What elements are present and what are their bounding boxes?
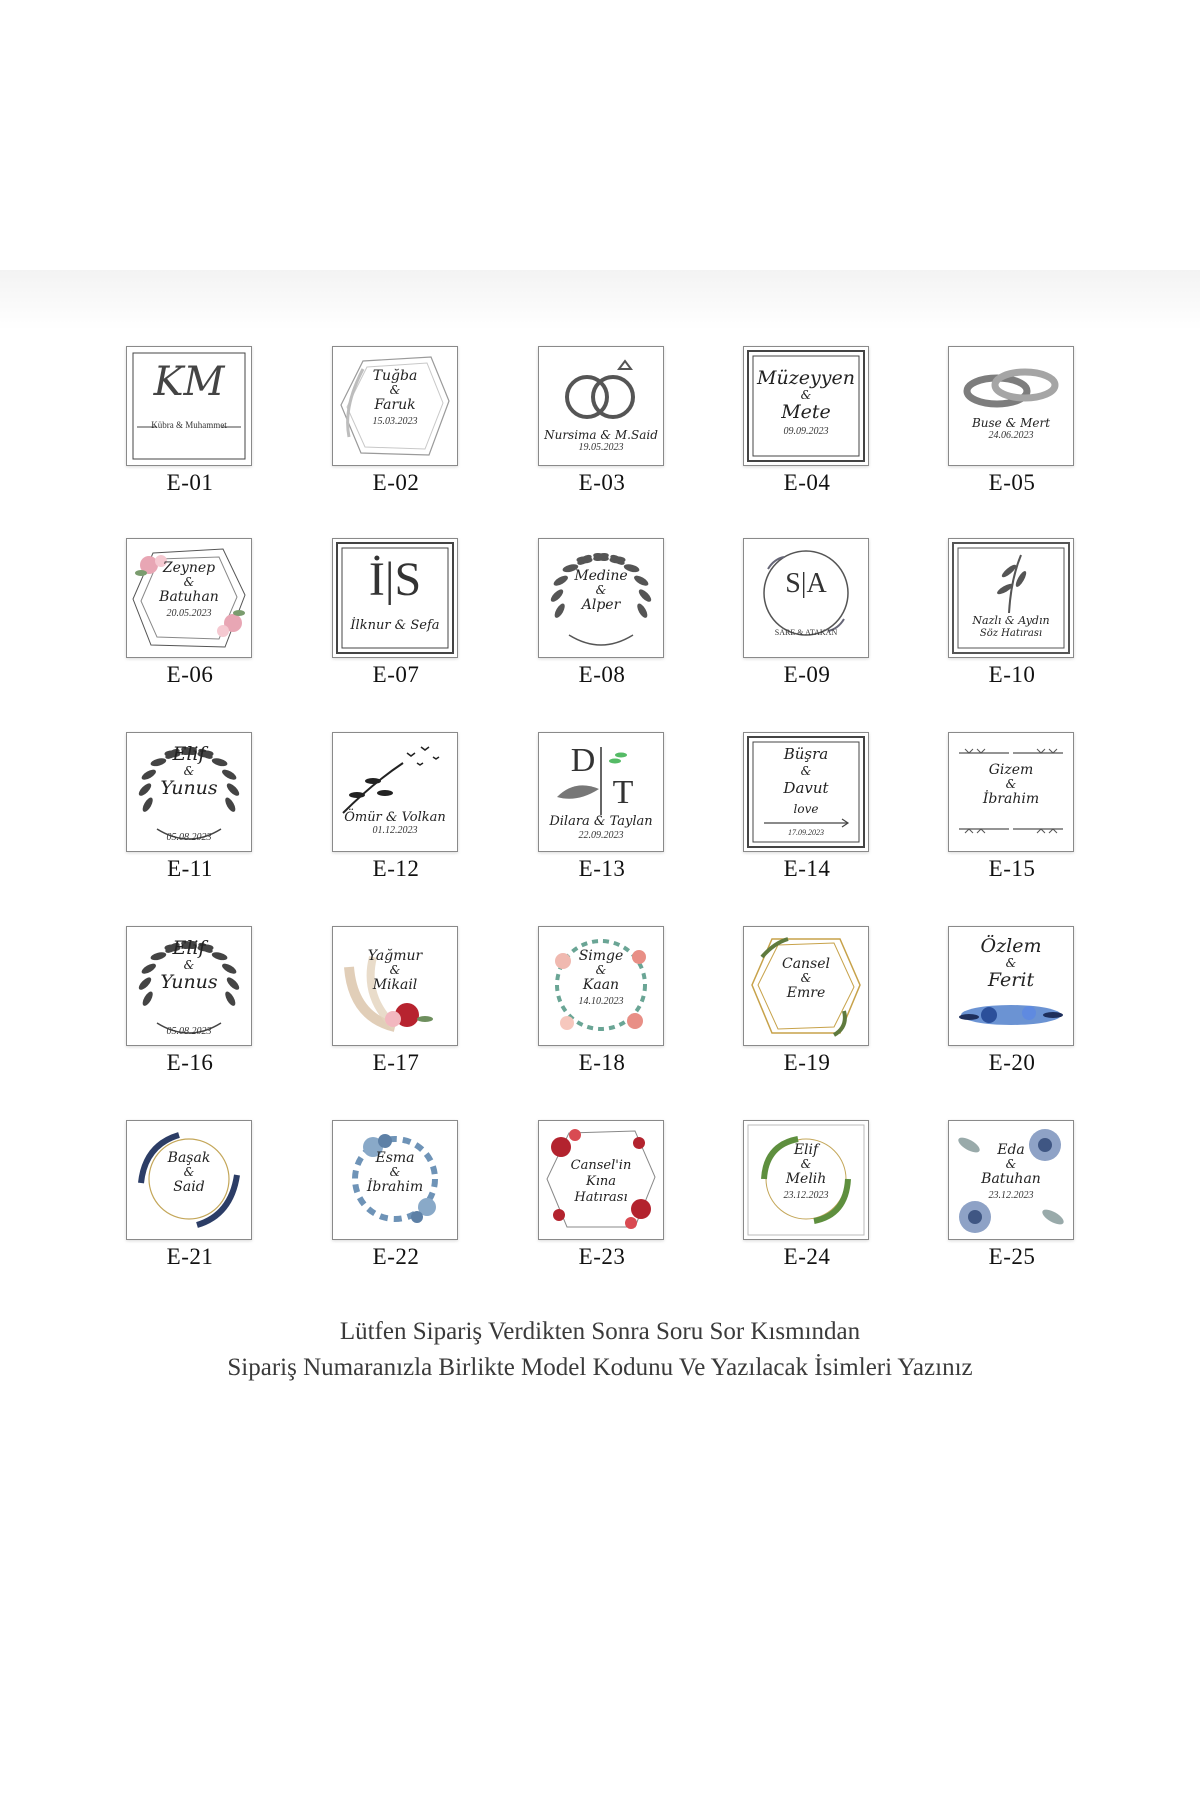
- design-option-e-11[interactable]: [126, 732, 254, 892]
- design-ornament-icon: [949, 347, 1073, 465]
- design-preview-card: [743, 538, 869, 658]
- model-code-label: E-06: [166, 662, 214, 687]
- design-text-line: Mete: [781, 401, 831, 423]
- design-option-e-24[interactable]: [743, 1120, 871, 1280]
- model-code-label: E-19: [783, 1050, 831, 1075]
- design-text-line: &: [595, 583, 607, 597]
- design-text-line: Batuhan: [981, 1171, 1041, 1187]
- design-text-line: 22.09.2023: [578, 830, 624, 841]
- design-preview-card: [332, 346, 458, 466]
- design-option-e-02[interactable]: [332, 346, 460, 506]
- design-text-line: Yunus: [160, 971, 218, 993]
- design-text-line: &: [389, 963, 401, 977]
- design-text-line: &: [1005, 777, 1017, 791]
- footer-line-1: Lütfen Sipariş Verdikten Sonra Soru Sor Kısmından: [339, 1318, 861, 1345]
- design-text-line: Tuğba: [372, 368, 418, 384]
- design-text-line: İlknur & Sefa: [350, 618, 440, 633]
- design-text-line: &: [800, 1157, 812, 1171]
- design-preview-card: [126, 732, 252, 852]
- design-preview-card: [743, 926, 869, 1046]
- design-text-line: Yunus: [160, 777, 218, 799]
- design-text-line: Başak: [167, 1150, 211, 1166]
- model-code-label: E-05: [988, 470, 1036, 495]
- design-text-line: Gizem: [988, 762, 1034, 778]
- design-text-line: 24.06.2023: [988, 430, 1034, 441]
- design-text-line: love: [793, 802, 819, 816]
- design-preview-card: [538, 1120, 664, 1240]
- design-option-e-19[interactable]: [743, 926, 871, 1086]
- design-option-e-06[interactable]: [126, 538, 254, 698]
- design-preview-card: [126, 1120, 252, 1240]
- design-option-e-08[interactable]: [538, 538, 666, 698]
- design-text-line: D: [570, 742, 596, 779]
- design-text-line: Melih: [785, 1171, 827, 1187]
- design-text-line: KM: [153, 359, 225, 405]
- footer-line-2: Sipariş Numaranızla Birlikte Model Kodunu Ve Yazılacak İsimleri Yazınız: [227, 1354, 973, 1381]
- design-text-line: Yağmur: [367, 948, 423, 964]
- design-text-line: 14.10.2023: [578, 996, 624, 1007]
- design-text-line: Cansel: [781, 956, 831, 972]
- design-option-e-16[interactable]: [126, 926, 254, 1086]
- design-option-e-10[interactable]: [948, 538, 1076, 698]
- design-preview-card: [126, 538, 252, 658]
- design-preview-card: [538, 538, 664, 658]
- model-code-label: E-24: [783, 1244, 831, 1269]
- design-text-line: Eda: [997, 1142, 1025, 1158]
- design-text-line: &: [183, 1165, 195, 1179]
- model-code-label: E-14: [783, 856, 831, 881]
- design-preview-card: [538, 732, 664, 852]
- design-text-line: &: [800, 764, 812, 778]
- design-text-line: Kaan: [582, 977, 620, 993]
- design-text-line: Batuhan: [159, 589, 219, 605]
- design-option-e-17[interactable]: [332, 926, 460, 1086]
- model-code-label: E-21: [166, 1244, 214, 1269]
- design-option-e-05[interactable]: [948, 346, 1076, 506]
- design-option-e-07[interactable]: [332, 538, 460, 698]
- model-code-label: E-23: [578, 1244, 626, 1269]
- design-text-line: 01.12.2023: [372, 825, 418, 836]
- design-text-line: Hatırası: [574, 1190, 628, 1205]
- design-preview-card: [332, 538, 458, 658]
- design-option-e-21[interactable]: [126, 1120, 254, 1280]
- model-code-label: E-12: [372, 856, 420, 881]
- design-text-line: Buse & Mert: [971, 416, 1051, 430]
- design-text-line: 19.05.2023: [578, 442, 624, 453]
- design-text-line: Elif: [172, 937, 206, 959]
- model-code-label: E-25: [988, 1244, 1036, 1269]
- model-code-label: E-08: [578, 662, 626, 687]
- design-text-line: Elif: [793, 1142, 819, 1158]
- model-code-label: E-09: [783, 662, 831, 687]
- design-preview-card: [948, 926, 1074, 1046]
- design-option-e-01[interactable]: [126, 346, 254, 506]
- model-code-label: E-15: [988, 856, 1036, 881]
- design-text-line: Medine: [574, 568, 628, 584]
- design-option-e-12[interactable]: [332, 732, 460, 892]
- design-text-line: 17.09.2023: [788, 828, 824, 837]
- design-preview-card: [332, 1120, 458, 1240]
- design-text-line: Kına: [586, 1174, 616, 1189]
- design-preview-card: [743, 732, 869, 852]
- design-text-line: Büşra: [783, 745, 829, 763]
- design-text-line: 20.05.2023: [166, 608, 212, 619]
- model-code-label: E-10: [988, 662, 1036, 687]
- design-text-line: &: [389, 383, 401, 397]
- design-preview-card: [743, 346, 869, 466]
- design-text-line: İbrahim: [366, 1179, 424, 1195]
- design-text-line: Kübra & Muhammet: [151, 420, 227, 430]
- design-option-e-13[interactable]: [538, 732, 666, 892]
- design-text-line: &: [800, 388, 812, 402]
- design-text-line: &: [595, 963, 607, 977]
- model-code-label: E-04: [783, 470, 831, 495]
- design-text-line: Cansel'in: [570, 1158, 632, 1173]
- design-text-line: &: [183, 764, 195, 778]
- model-code-label: E-18: [578, 1050, 626, 1075]
- design-text-line: Ömür & Volkan: [344, 810, 446, 825]
- design-preview-card: [948, 346, 1074, 466]
- design-preview-card: [538, 346, 664, 466]
- design-text-line: Faruk: [374, 397, 416, 413]
- design-option-e-15[interactable]: [948, 732, 1076, 892]
- design-option-e-14[interactable]: [743, 732, 871, 892]
- design-text-line: Özlem: [980, 935, 1042, 957]
- design-text-line: 23.12.2023: [988, 1190, 1034, 1201]
- design-text-line: &: [389, 1165, 401, 1179]
- model-code-label: E-22: [372, 1244, 420, 1269]
- design-text-line: Müzeyyen: [757, 367, 855, 389]
- design-option-e-20[interactable]: [948, 926, 1076, 1086]
- design-text-line: Davut: [783, 779, 829, 797]
- model-code-label: E-11: [167, 856, 213, 881]
- design-text-line: Dilara & Taylan: [549, 814, 653, 829]
- design-preview-card: [948, 732, 1074, 852]
- model-code-label: E-07: [372, 662, 420, 687]
- design-text-line: Nursima & M.Said: [544, 428, 658, 442]
- design-text-line: Ferit: [987, 969, 1035, 991]
- design-preview-card: [948, 538, 1074, 658]
- design-preview-card: [126, 926, 252, 1046]
- design-text-line: S|A: [785, 568, 827, 599]
- design-text-line: &: [183, 958, 195, 972]
- design-text-line: Alper: [581, 597, 621, 613]
- design-text-line: İbrahim: [982, 791, 1040, 807]
- design-text-line: T: [612, 774, 634, 811]
- design-text-line: &: [1005, 956, 1017, 970]
- model-code-label: E-20: [988, 1050, 1036, 1075]
- design-option-e-09[interactable]: [743, 538, 871, 698]
- design-text-line: &: [800, 971, 812, 985]
- design-text-line: Mikail: [372, 977, 418, 993]
- design-text-line: SARE & ATAKAN: [774, 628, 838, 637]
- design-text-line: Said: [173, 1179, 205, 1195]
- design-text-line: Elif: [172, 743, 206, 765]
- design-option-e-23[interactable]: [538, 1120, 666, 1280]
- model-code-label: E-01: [166, 470, 214, 495]
- model-code-label: E-16: [166, 1050, 214, 1075]
- design-option-e-04[interactable]: [743, 346, 871, 506]
- design-text-line: Söz Hatırası: [979, 628, 1043, 639]
- model-code-label: E-03: [578, 470, 626, 495]
- design-preview-card: [948, 1120, 1074, 1240]
- design-text-line: 05.08.2023: [166, 1026, 212, 1037]
- design-option-e-22[interactable]: [332, 1120, 460, 1280]
- design-text-line: İ|S: [368, 553, 422, 606]
- design-preview-card: [126, 346, 252, 466]
- design-text-line: 15.03.2023: [372, 416, 418, 427]
- model-code-label: E-17: [372, 1050, 420, 1075]
- design-text-line: Simge: [578, 948, 624, 964]
- design-preview-card: [332, 732, 458, 852]
- design-option-e-25[interactable]: [948, 1120, 1076, 1280]
- design-preview-card: [332, 926, 458, 1046]
- design-text-line: Nazlı & Aydın: [972, 614, 1050, 627]
- design-text-line: Emre: [786, 985, 826, 1001]
- design-text-line: Esma: [375, 1150, 415, 1166]
- design-text-line: 05.08.2023: [166, 832, 212, 843]
- model-code-label: E-13: [578, 856, 626, 881]
- design-option-e-18[interactable]: [538, 926, 666, 1086]
- design-text-line: &: [183, 575, 195, 589]
- model-code-label: E-02: [372, 470, 420, 495]
- design-option-e-03[interactable]: [538, 346, 666, 506]
- design-preview-card: [743, 1120, 869, 1240]
- design-text-line: Zeynep: [162, 560, 216, 576]
- design-preview-card: [538, 926, 664, 1046]
- design-text-line: 09.09.2023: [783, 426, 829, 437]
- design-text-line: &: [1005, 1157, 1017, 1171]
- design-text-line: 23.12.2023: [783, 1190, 829, 1201]
